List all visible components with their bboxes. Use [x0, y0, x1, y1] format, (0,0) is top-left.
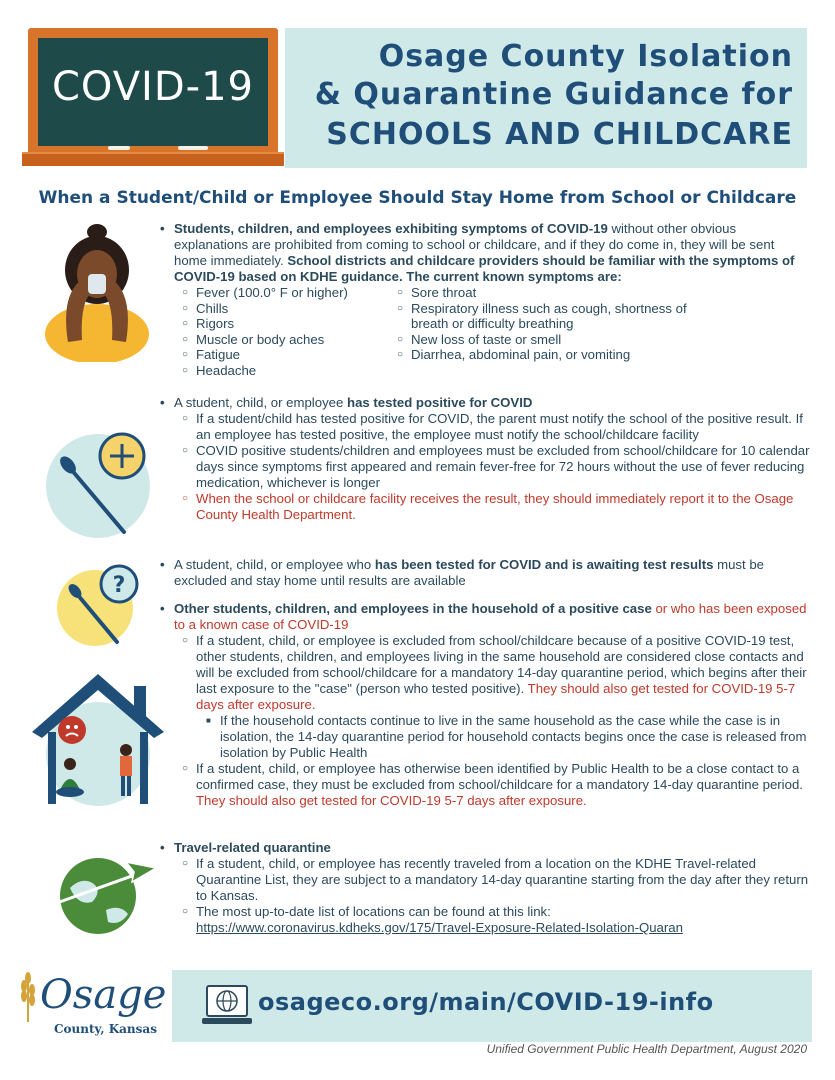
travel-section [160, 840, 810, 936]
osage-logo [14, 972, 169, 1042]
list-subitem [160, 904, 810, 936]
symptom-column-left [182, 285, 397, 378]
household-sub2: If a student, child, or employee has otherwise been identified by Public Health to be a close contact to a confirmed case, they must be excluded from school/childcare for a mandatory 14-day quarantine period. [196, 761, 803, 792]
chalkboard-text: COVID-19 [51, 64, 254, 110]
wheat-icon [14, 972, 42, 1022]
symptom-item: ○ Chills [182, 301, 397, 317]
symptom-item: ○ Respiratory illness such as cough, shortness of breath or difficulty breathing [397, 301, 707, 332]
credit-line: Unified Government Public Health Department, August 2020 [486, 1042, 807, 1056]
sick-person-icon [40, 222, 155, 362]
footer-url[interactable]: osageco.org/main/COVID-19-info [258, 988, 714, 1016]
globe-plane-icon [48, 848, 160, 938]
list-item [160, 557, 810, 589]
symptoms-lead: Students, children, and employees exhibiting symptoms of COVID-19 [174, 221, 608, 236]
list-subitem: ○ If a student/child has tested positive for COVID, the parent must notify the school of the positive result. If an employee has tested positive, the employee must notify the school/childcare facility [160, 411, 810, 443]
symptom-item: ○ Diarrhea, abdominal pain, or vomiting [397, 347, 797, 363]
title-line-2: & Quarantine Guidance for [314, 77, 793, 112]
household-section [160, 601, 810, 809]
title-line-1: Osage County Isolation [378, 39, 793, 74]
list-item [160, 221, 810, 285]
awaiting-lead: A student, child, or employee who [174, 557, 375, 572]
list-subitem: ○ If a student, child, or employee has recently traveled from a location on the KDHE Travel-related Quarantine List, they are subject to a mandatory 14-day quarantine starting from the day after they return to Kansas. [160, 856, 810, 904]
awaiting-tail: must be excluded and stay home until results are available [174, 557, 764, 588]
symptom-list [160, 285, 810, 378]
household-lead: Other students, children, and employees in the household of a positive case [174, 601, 652, 616]
footer-url-bar [172, 970, 812, 1042]
travel-link[interactable]: https://www.coronavirus.kdheks.gov/175/Travel-Exposure-Related-Isolation-Quaran [196, 920, 683, 935]
swab-question-icon [55, 560, 150, 650]
chalkboard-surface [38, 38, 268, 146]
awaiting-section [160, 557, 810, 589]
symptom-item: ○ Fever (100.0° F or higher) [182, 285, 397, 301]
symptoms-section [160, 221, 810, 378]
list-subitem [160, 761, 810, 809]
header [0, 0, 835, 178]
computer-globe-icon [202, 984, 252, 1028]
logo-name: Osage [40, 972, 167, 1018]
list-item [160, 395, 810, 411]
household-sub1-red: They should also get tested for COVID-19 5-7 days after exposure. [196, 681, 796, 712]
svg-text:?: ? [112, 573, 126, 598]
household-sub1: If a student, child, or employee is excluded from school/childcare because of a positive COVID-19 test, other students, children, and employees living in the same household are considered close contacts and will be excluded from school/childcare for a mandatory 14-day quarantine period, which begins after their last exposure to the "case" (person who tested positive). [196, 633, 807, 696]
title-box [285, 28, 807, 168]
symptom-item: ○ Fatigue [182, 347, 397, 363]
list-subitem: ○ COVID positive students/children and employees must be excluded from school/childcare for 10 calendar days since symptoms first appeared and remain fever-free for 72 hours without the use of fever reducing medication, whichever is longer [160, 443, 810, 491]
symptom-item: ○ Sore throat [397, 285, 797, 301]
awaiting-lead-bold: has been tested for COVID and is awaiting test results [374, 557, 714, 572]
symptoms-known: School districts and childcare providers should be familiar with the symptoms of COVID-19 based on KDHE guidance. The current known symptoms are: [174, 253, 795, 284]
positive-section [160, 395, 810, 523]
household-sub2-red: They should also get tested for COVID-19 5-7 days after exposure. [196, 793, 587, 808]
list-subsubitem: ■ If the household contacts continue to live in the same household as the case while the case is in isolation, the 14-day quarantine period for household contacts begins once the case is released from isolation by Public Health [160, 713, 810, 761]
list-subitem: ○ When the school or childcare facility receives the result, they should immediately report it to the Osage County Health Department. [160, 491, 810, 523]
travel-lead: Travel-related quarantine [174, 840, 331, 855]
chalk-piece [108, 146, 130, 150]
title-line-3: SCHOOLS AND CHILDCARE [326, 117, 793, 152]
list-item [160, 601, 810, 633]
symptoms-text: without other obvious explanations are prohibited from coming to school or childcare, and if they do come in, they will be sent home immediately. [174, 221, 775, 268]
positive-lead-bold: has tested positive for COVID [347, 395, 533, 410]
list-subitem [160, 633, 810, 713]
section-heading: When a Student/Child or Employee Should Stay Home from School or Childcare [38, 188, 797, 208]
chalkboard-graphic [28, 28, 278, 166]
chalkboard-ledge [22, 152, 284, 166]
symptom-item: ○ New loss of taste or smell [397, 332, 797, 348]
swab-plus-icon [40, 420, 160, 540]
symptom-item: ○ Muscle or body aches [182, 332, 397, 348]
symptom-column-right [397, 285, 797, 378]
house-family-icon [28, 668, 168, 808]
chalk-piece [178, 146, 208, 150]
symptom-item: ○ Rigors [182, 316, 397, 332]
positive-lead: A student, child, or employee [174, 395, 348, 410]
list-item [160, 840, 810, 856]
logo-subtitle: County, Kansas [54, 1022, 157, 1036]
symptom-item: ○ Headache [182, 363, 397, 379]
household-lead-red: or who has been exposed to a known case of COVID-19 [174, 601, 807, 632]
travel-sub2: The most up-to-date list of locations can be found at this link: [196, 904, 551, 919]
